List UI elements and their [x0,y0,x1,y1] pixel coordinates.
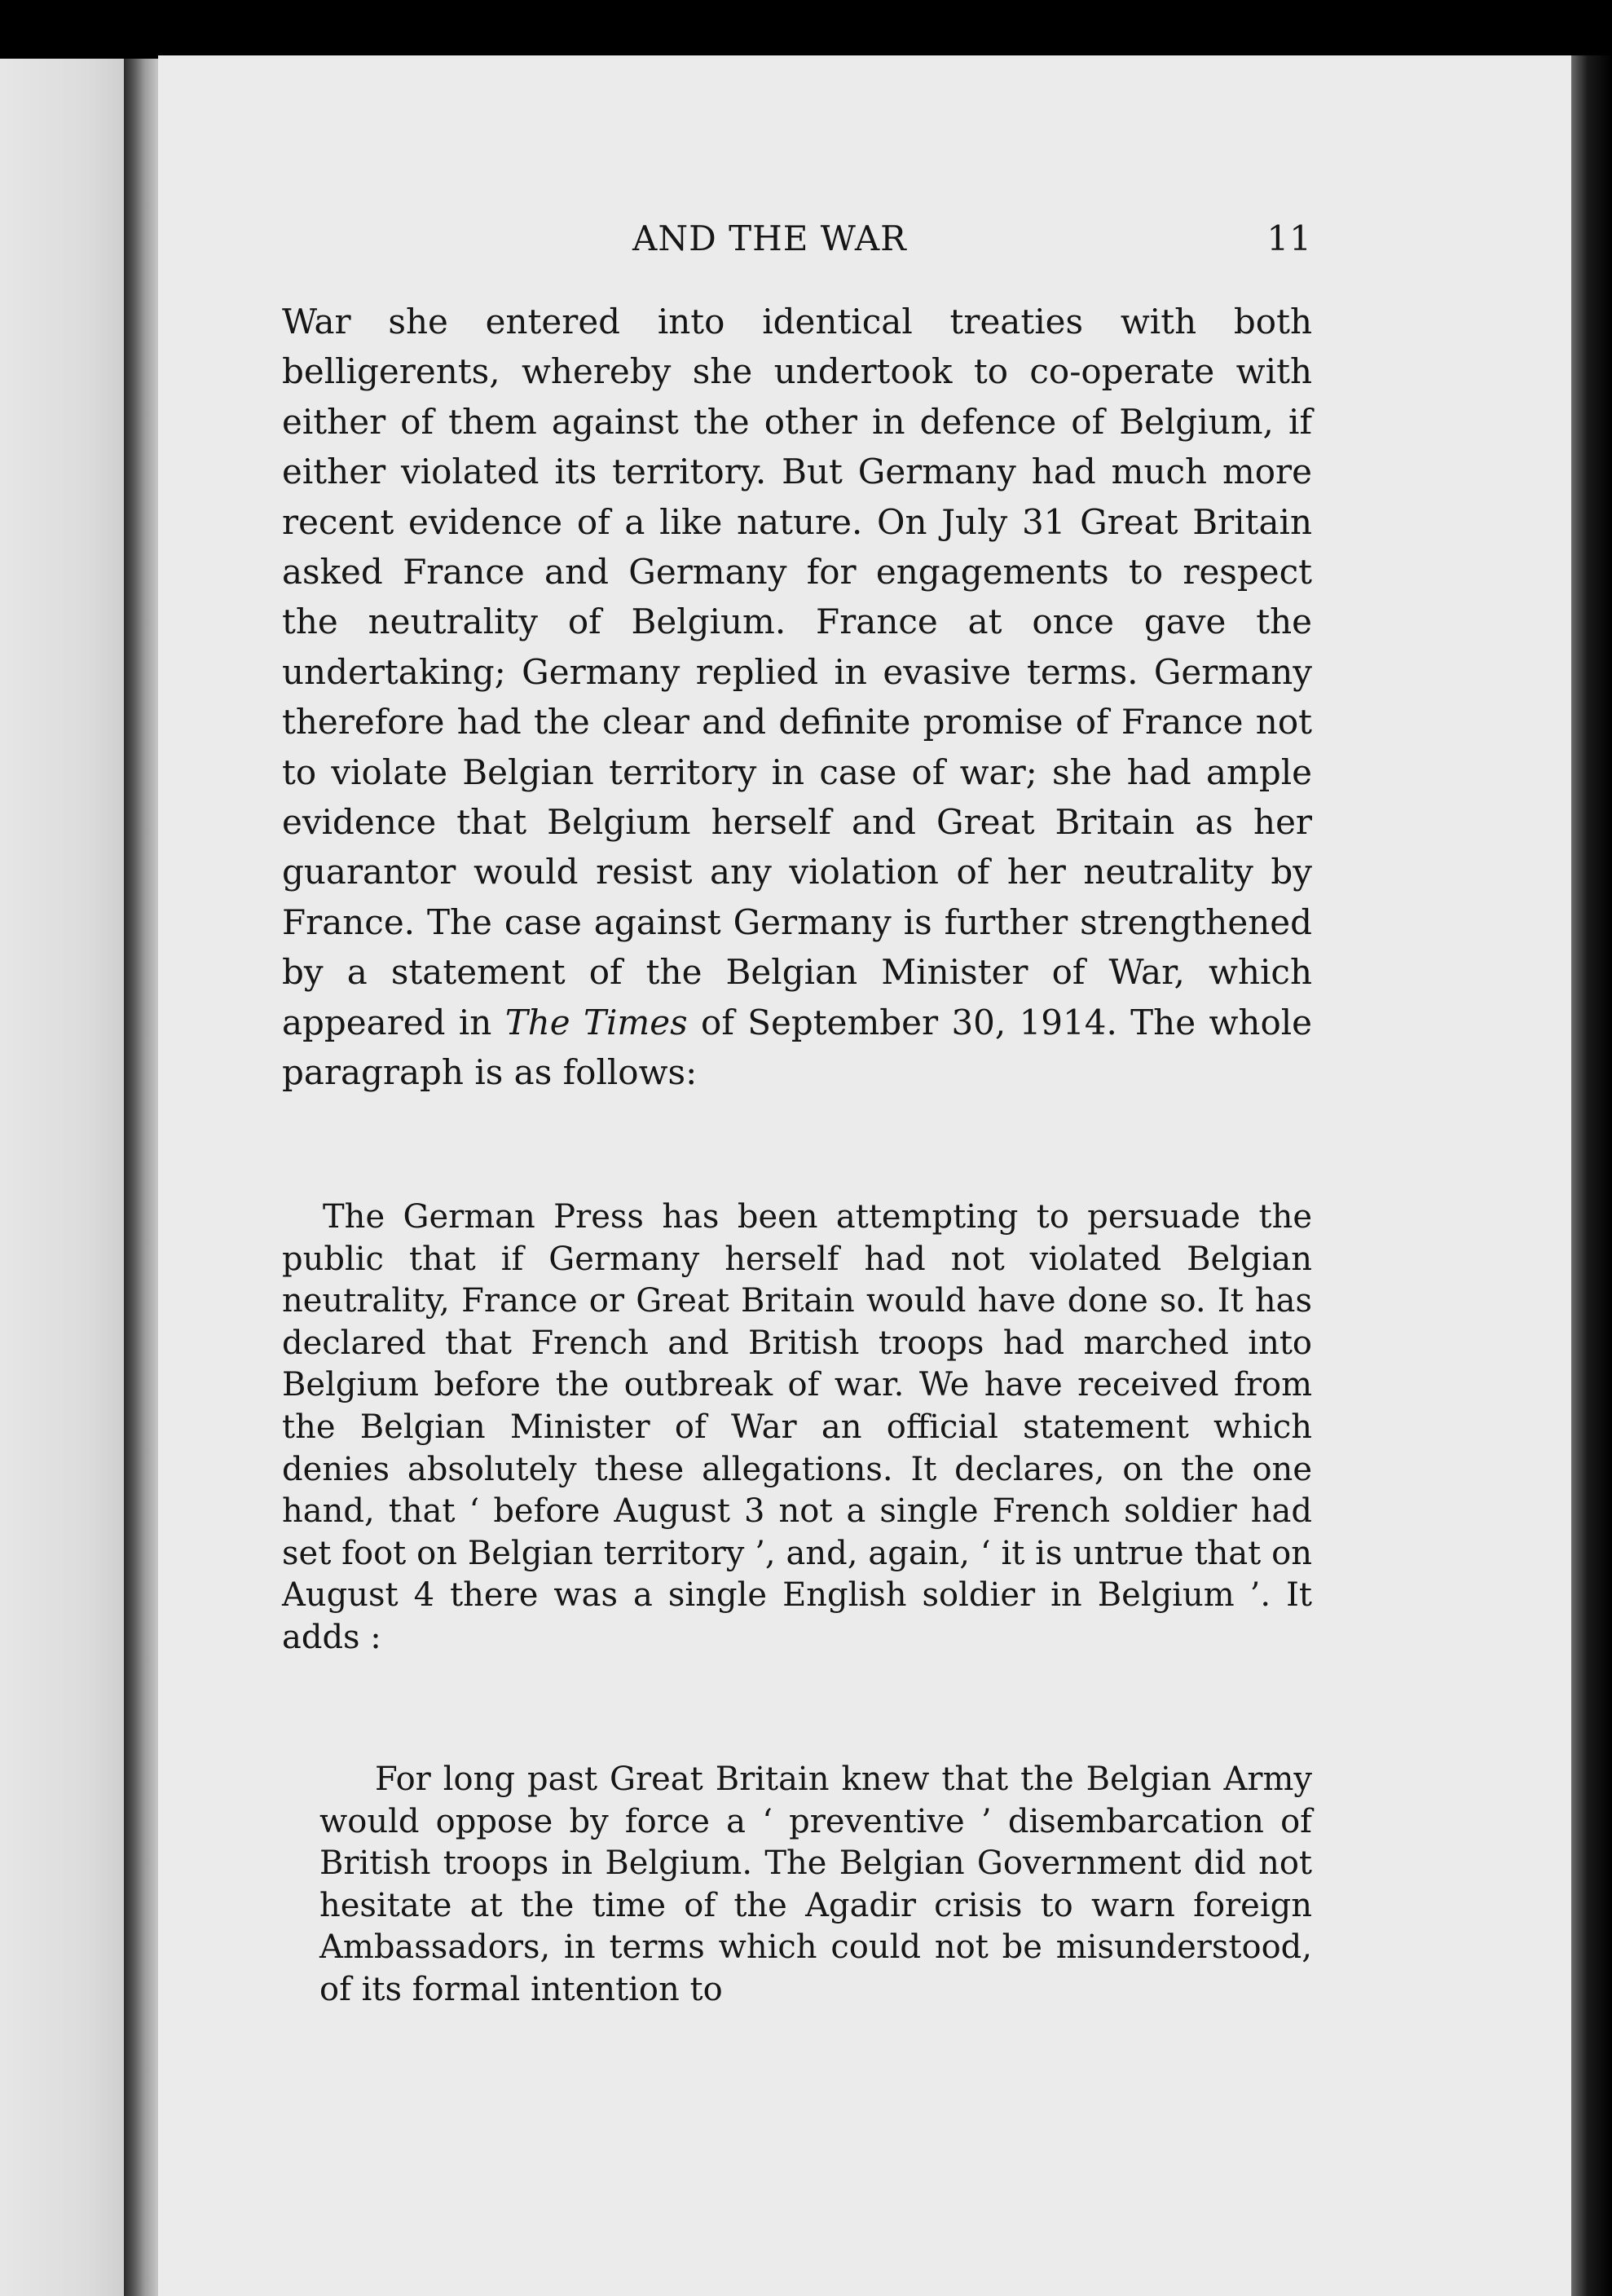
nested-block-quote: For long past Great Britain knew that the Belgian Army would oppose by force a ‘ preventive ’ disembarcation of British troops in Belgium. The Belgian Government did not hesitate at the time of the Agadir crisis to warn foreign Ambassadors, in terms which could not be misunderstood, of its formal intention to [319,1761,1312,2008]
body-text-before-title: War she entered into identical treaties with both belligerents, whereby she undertook to co-operate with either of them against the other in defence of Belgium, if either violated its territory. But Germany had much more recent evidence of a like nature. On July 31 Great Britain asked France and Germany for engagements to respect the neutrality of Belgium. France at once gave the undertaking; Germany replied in evasive terms. Germany therefore had the clear and definite promise of France not to violate Belgian territory in case of war; she had ample evidence that Belgium herself and Great Britain as her guarantor would resist any violation of her neutrality by France. The case against Germany is further strengthened by a statement of the Belgian Minister of War, which appeared in [282,302,1312,1042]
body-text-after-title: of September 30, 1914. The whole paragraph is as follows: [282,1002,1313,1093]
running-head-title: AND THE WAR [632,218,907,258]
page-number: 11 [1266,218,1312,258]
page-right-edge-shadow [1571,55,1612,2296]
newspaper-title: The Times [504,1002,688,1042]
book-gutter [124,59,158,2296]
body-paragraph [282,297,1312,1098]
running-head [282,218,1312,267]
facing-page-edge [0,59,124,2296]
block-quote: The German Press has been attempting to persuade the public that if Germany herself had not violated Belgian neutrality, France or Great Britain would have done so. It has declared that French and British troops had marched into Belgium before the outbreak of war. We have received from the Belgian Minister of War an official statement which denies absolutely these allegations. It declares, on the one hand, that ‘ before August 3 not a single French soldier had set foot on Belgian territory ’, and, again, ‘ it is untrue that on August 4 there was a single English soldier in Belgium ’. It adds : [282,1198,1312,1656]
